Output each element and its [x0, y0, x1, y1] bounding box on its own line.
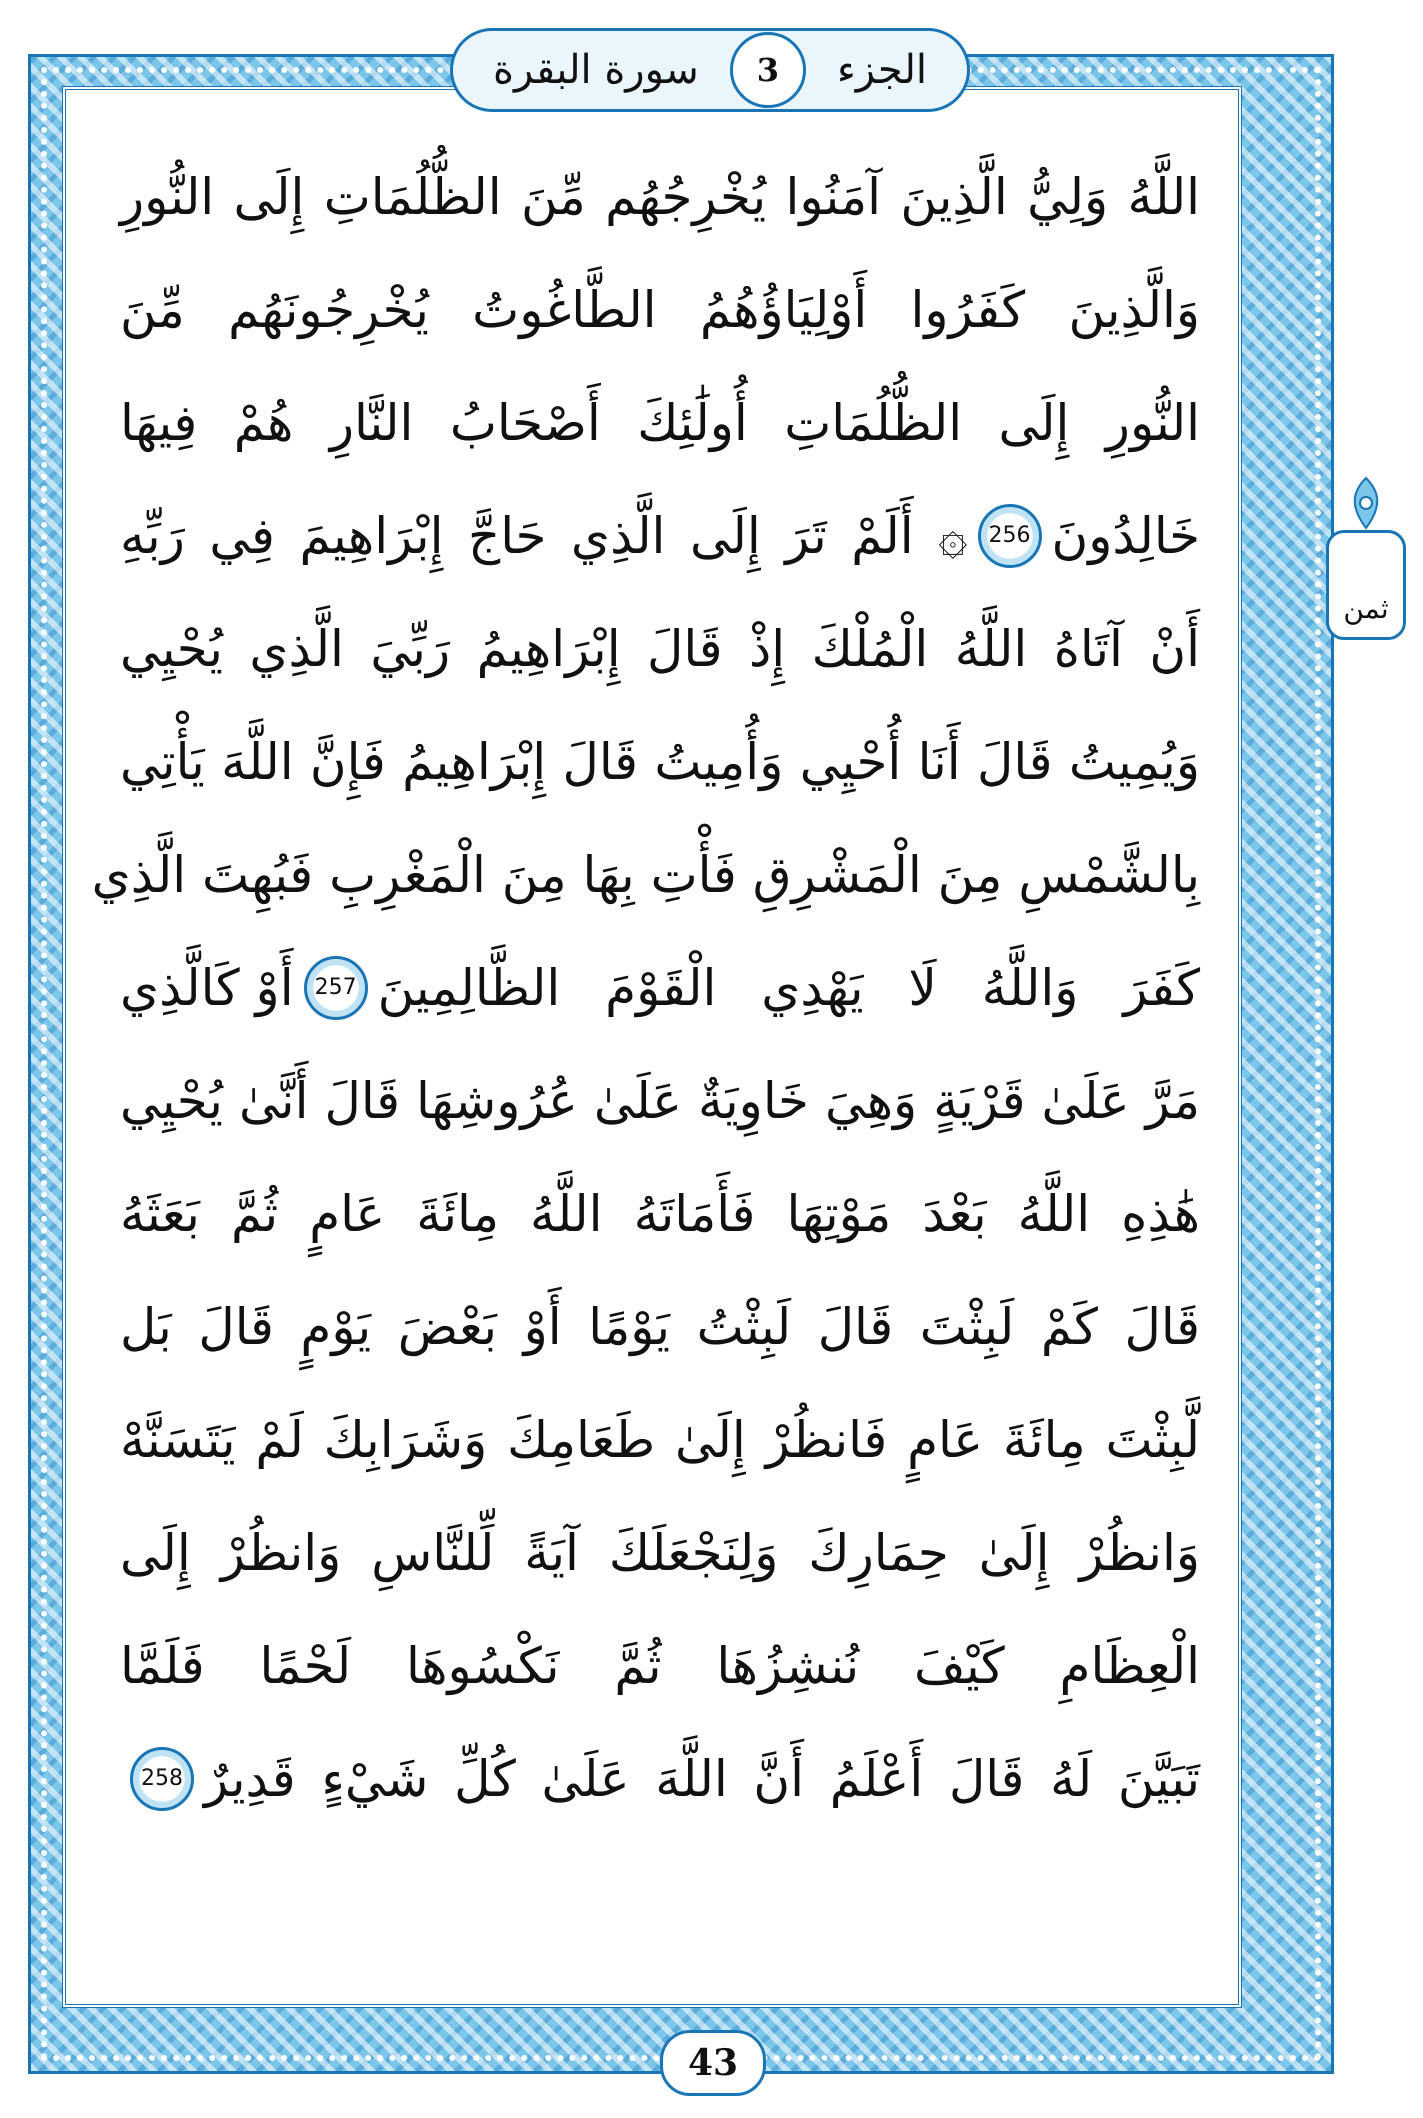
hizb-label: ثمن — [1343, 592, 1389, 625]
page-number: 43 — [660, 2030, 766, 2096]
quran-text — [91, 140, 1200, 1980]
line-text: مَرَّ عَلَىٰ قَرْيَةٍ وَهِيَ خَاوِيَةٌ عَلَىٰ عُرُوشِهَا قَالَ أَنَّىٰ يُحْيِي — [120, 1071, 1200, 1130]
line-text-start: تَبَيَّنَ لَهُ قَالَ أَعْلَمُ أَنَّ اللَّهَ عَلَىٰ كُلِّ شَيْءٍ قَدِيرٌ — [204, 1749, 1200, 1808]
text-line — [120, 1044, 1200, 1157]
ayah-number-marker: 256 — [978, 504, 1042, 568]
line-text: أَنْ آتَاهُ اللَّهُ الْمُلْكَ إِذْ قَالَ إِبْرَاهِيمُ رَبِّيَ الَّذِي يُحْيِي — [120, 619, 1200, 678]
line-text: بِالشَّمْسِ مِنَ الْمَشْرِقِ فَأْتِ بِهَا مِنَ الْمَغْرِبِ فَبُهِتَ الَّذِي — [91, 845, 1200, 904]
text-line — [120, 253, 1200, 366]
line-text: النُّورِ إِلَى الظُّلُمَاتِ أُولَٰئِكَ أَصْحَابُ النَّارِ هُمْ فِيهَا — [120, 393, 1200, 452]
line-text: وَانظُرْ إِلَىٰ حِمَارِكَ وَلِنَجْعَلَكَ آيَةً لِّلنَّاسِ وَانظُرْ إِلَى — [120, 1523, 1200, 1582]
line-text-end: ۞ أَلَمْ تَرَ إِلَى الَّذِي حَاجَّ إِبْرَاهِيمَ فِي رَبِّهِ — [120, 506, 968, 565]
line-text-end: أَوْ كَالَّذِي — [120, 958, 294, 1017]
line-text: وَيُمِيتُ قَالَ أَنَا أُحْيِي وَأُمِيتُ قَالَ إِبْرَاهِيمُ فَإِنَّ اللَّهَ يَأْتِي — [120, 732, 1200, 791]
text-line — [91, 818, 1200, 931]
line-text: لَّبِثْتَ مِائَةَ عَامٍ فَانظُرْ إِلَىٰ طَعَامِكَ وَشَرَابِكَ لَمْ يَتَسَنَّهْ — [120, 1410, 1200, 1469]
text-line — [120, 592, 1200, 705]
text-line — [120, 1609, 1200, 1722]
line-text-start: خَالِدُونَ — [1051, 506, 1200, 565]
line-text-start: كَفَرَ وَاللَّهُ لَا يَهْدِي الْقَوْمَ الظَّالِمِينَ — [377, 958, 1200, 1017]
text-line — [120, 1722, 1200, 1835]
juz-label: الجزء — [837, 47, 927, 93]
line-text: هَٰذِهِ اللَّهُ بَعْدَ مَوْتِهَا فَأَمَاتَهُ اللَّهُ مِائَةَ عَامٍ ثُمَّ بَعَثَهُ — [120, 1184, 1200, 1243]
surah-name: سورة البقرة — [493, 47, 699, 93]
line-text: قَالَ كَمْ لَبِثْتَ قَالَ لَبِثْتُ يَوْمًا أَوْ بَعْضَ يَوْمٍ قَالَ بَل — [120, 1297, 1200, 1356]
text-line — [120, 931, 1200, 1044]
header-cartouche — [450, 28, 970, 112]
text-line — [120, 1157, 1200, 1270]
flower-ornament-icon — [1341, 473, 1391, 533]
text-line — [120, 1270, 1200, 1383]
line-text: الْعِظَامِ كَيْفَ نُنشِزُهَا ثُمَّ نَكْسُوهَا لَحْمًا فَلَمَّا — [120, 1636, 1200, 1695]
juz-number: 3 — [730, 32, 806, 108]
text-line — [120, 705, 1200, 818]
ayah-number-marker: 257 — [304, 956, 368, 1020]
text-line — [120, 1383, 1200, 1496]
hizb-marker — [1326, 530, 1406, 640]
text-line — [120, 1496, 1200, 1609]
line-text: وَالَّذِينَ كَفَرُوا أَوْلِيَاؤُهُمُ الطَّاغُوتُ يُخْرِجُونَهُم مِّنَ — [120, 280, 1200, 339]
text-line — [120, 479, 1200, 592]
line-text: اللَّهُ وَلِيُّ الَّذِينَ آمَنُوا يُخْرِجُهُم مِّنَ الظُّلُمَاتِ إِلَى النُّورِ — [120, 167, 1200, 226]
ayah-number-marker: 258 — [130, 1747, 194, 1811]
text-line — [120, 140, 1200, 253]
text-line — [120, 366, 1200, 479]
